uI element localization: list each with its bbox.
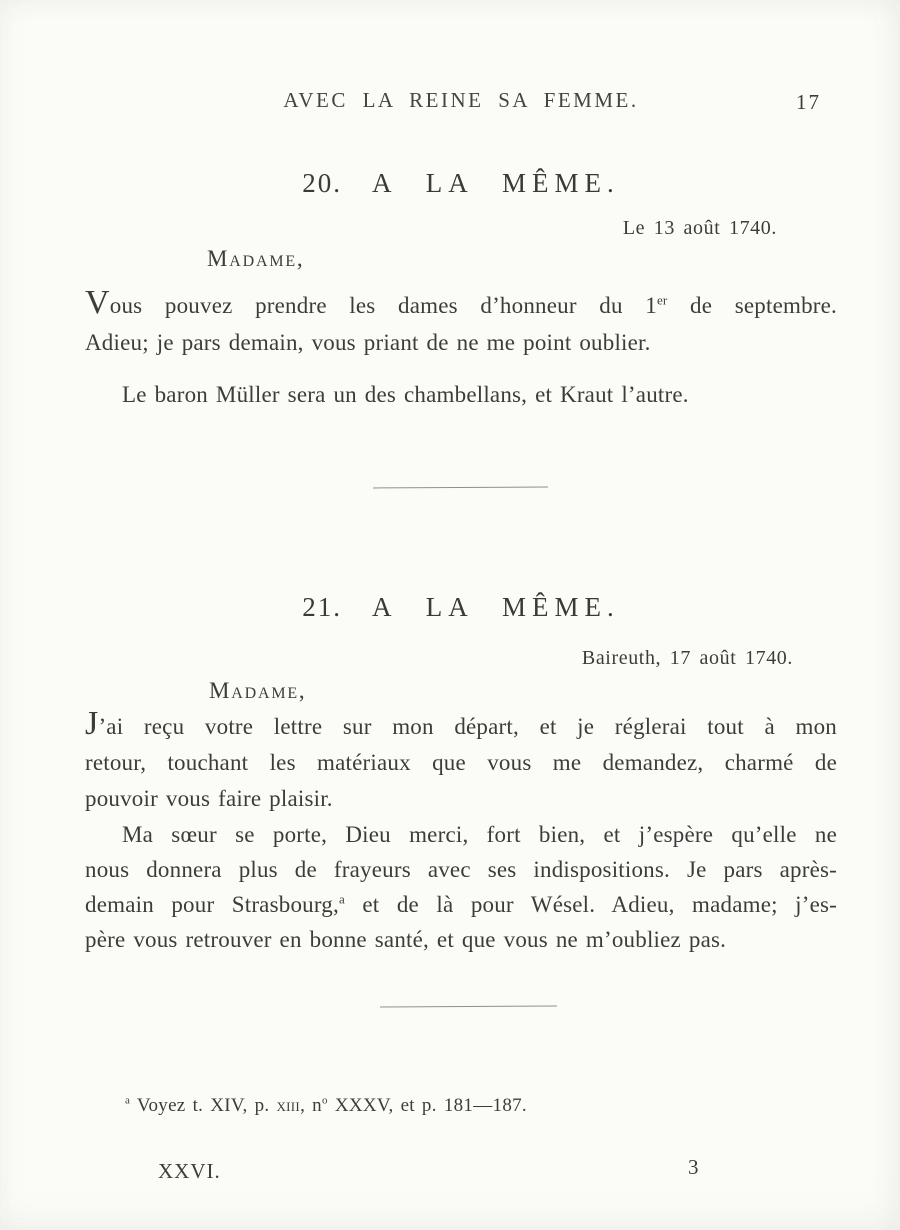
- body-line: retour, touchant les matériaux que vous me demandez, charmé de: [85, 750, 837, 775]
- drop-initial: J: [85, 705, 99, 742]
- salutation: Madame,: [209, 678, 307, 703]
- letter-21-heading: [85, 592, 837, 623]
- page-number: 17: [796, 90, 821, 114]
- footnote-text: Voyez t. XIV, p.: [130, 1095, 277, 1116]
- letter-title: A LA MÊME.: [371, 168, 620, 198]
- section-divider: [373, 487, 548, 489]
- letter-21-paragraph-2: [85, 817, 837, 957]
- body-text: de septembre.: [667, 293, 837, 318]
- running-head: AVEC LA REINE SA FEMME.: [283, 88, 639, 112]
- letter-21-paragraph-1: [85, 705, 837, 817]
- footnote-text: XXXV, et p. 181—187.: [327, 1095, 527, 1116]
- body-line: père vous retrouver en bonne santé, et que vous ne m’oubliez pas.: [85, 927, 727, 952]
- superscript-ordinal: er: [656, 292, 668, 308]
- body-line: [85, 284, 837, 324]
- letter-number: 21.: [302, 592, 342, 622]
- body-line: pouvoir vous faire plaisir.: [85, 786, 333, 811]
- footnote-text: , n: [300, 1095, 322, 1116]
- footnote-roman-numeral: xiii: [276, 1095, 301, 1116]
- dateline: Le 13 août 1740.: [622, 217, 777, 239]
- drop-initial: V: [85, 284, 110, 321]
- salutation: Madame,: [207, 246, 305, 271]
- body-text: demain pour Strasbourg,: [85, 892, 339, 917]
- body-line: [85, 705, 837, 745]
- footnote: [125, 1095, 527, 1117]
- letter-20-heading: [85, 168, 837, 199]
- dateline: Baireuth, 17 août 1740.: [581, 647, 793, 669]
- letter-20-paragraph-1: [85, 284, 837, 361]
- section-divider: [380, 1006, 557, 1008]
- sheet-number: 3: [688, 1155, 699, 1179]
- letter-20-paragraph-2: Le baron Müller sera un des chambellans, et Kraut l’autre.: [122, 382, 689, 407]
- superscript-ordinal: o: [321, 1094, 328, 1107]
- footnote-marker: a: [125, 1094, 131, 1107]
- body-text: ’ai reçu votre lettre sur mon départ, et je réglerai tout à mon: [98, 714, 837, 739]
- body-line: Adieu; je pars demain, vous priant de ne me point oublier.: [85, 330, 651, 355]
- letter-number: 20.: [302, 168, 342, 198]
- body-line: Ma sœur se porte, Dieu merci, fort bien, et j’espère qu’elle ne: [122, 822, 837, 847]
- body-text: et de là pour Wésel. Adieu, madame; j’es-: [344, 892, 838, 917]
- body-line: [85, 887, 837, 922]
- letter-title: A LA MÊME.: [371, 592, 620, 622]
- footnote-reference: a: [338, 891, 345, 907]
- signature-mark: XXVI.: [158, 1159, 221, 1183]
- body-text: ous pouvez prendre les dames d’honneur du 1: [109, 293, 657, 318]
- body-line: nous donnera plus de frayeurs avec ses indispositions. Je pars après-: [85, 857, 837, 882]
